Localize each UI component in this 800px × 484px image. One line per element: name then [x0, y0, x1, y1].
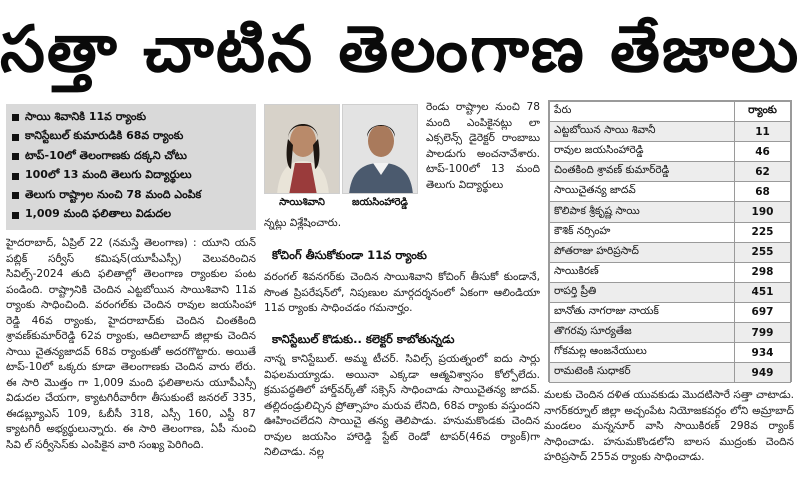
- subheading: కానిస్టేబుల్ కొడుకు.. కలెక్టర్ కాబోతున్నడు: [272, 332, 455, 346]
- photo-jayasimha-reddy: [342, 104, 418, 194]
- rank-cell: 190: [735, 202, 791, 222]
- name-cell: రామటెంకి సుధాకర్: [550, 363, 735, 383]
- table-header: ర్యాంకు: [735, 102, 791, 122]
- rank-cell: 225: [735, 222, 791, 242]
- rank-cell: 949: [735, 363, 791, 383]
- table-row: [550, 202, 791, 222]
- article-intro: హైదరాబాద్, ఏప్రిల్ 22 (నమస్తే తెలంగాణ) : యూని యన్ పబ్లిక్ సర్వీస్ కమిషన్(యూపీఎస్సీ) వెలువరించిన సివిల్స్-2024 తుది ఫలితాల్లో తెలంగాణ ర్యాంకుల పంట పండింది. రాష్ట్రానికి చెందిన ఎట్టబోయిన సాయిశివాని 11వ ర్యాంకు సాధించింది. వరంగల్‌కు చెందిన రావుల జయసింహా రెడ్డి 46వ ర్యాంకు, హైదరాబాద్‌కు చెందిన చింతకింది శ్రావణ్‌కుమార్‌రెడ్డి 62వ ర్యాంకు, ఆదిలాబాద్ జిల్లాకు చెందిన సాయి చైతన్యజాదవ్ 68వ ర్యాంకుతో అదరగొట్టారు. అయితే టాప్-10లో ఒక్కరు కూడా తెలంగాణకు చెందిన వారు లేరు. ఈ సారి మొత్తం గా 1,009 మంది ఫలితాలను యూపీఎస్సీ విడుదల చేయగా, క్యాటగిరీవారీగా తీసుకుంటే జనరల్ 335, ఈడబ్ల్యూఎస్ 109, ఓబీసీ 318, ఎస్సీ 160, ఎస్టీ 87 క్యాటగిరీ అభ్యర్థులున్నారు. ఈ సారి తెలంగాణ, ఏపీ నుంచి సివి ల్ సర్వీసెస్‌కు ఎంపికైన వారి సంఖ్య పెరిగింది.: [6, 237, 256, 451]
- name-cell: బానోతు నాగరాజు నాయక్: [550, 302, 735, 322]
- highlight-text: తెలుగు రాష్ట్రాల నుంచి 78 మంది ఎంపిక: [25, 187, 202, 201]
- highlight-item: [12, 147, 250, 167]
- article-text: వరంగల్ శివనగర్‌కు చెందిన సాయిశివాని కోచింగ్ తీసుకో కుండానే, సొంత ప్రిపరేషన్‌లో, నిపుణుల మార్గదర్శనంలో ఏకంగా ఆలిండియా 11వ ర్యాంకు సాధించడం గమనార్హం.: [264, 271, 540, 314]
- name-cell: ఎట్టబోయిన సాయి శివానీ: [550, 122, 735, 142]
- name-cell: తొగరవు సూర్యతేజ: [550, 323, 735, 343]
- table-row: [550, 323, 791, 343]
- highlight-item: [12, 167, 250, 187]
- highlight-text: 100లో 13 మంది తెలుగు విద్యార్థులు: [25, 168, 192, 182]
- table-row: [550, 302, 791, 322]
- bullet-icon: [12, 153, 19, 160]
- bullet-icon: [12, 212, 19, 219]
- rank-cell: 255: [735, 242, 791, 262]
- subheading: కోచింగ్ తీసుకోకుండా 11వ ర్యాంకు: [272, 248, 427, 262]
- name-cell: రావుల జయసింహారెడ్డి: [550, 142, 735, 162]
- highlights-box: [6, 104, 256, 230]
- table-row: [550, 363, 791, 383]
- highlight-text: కానిస్టేబుల్ కుమారుడికి 68వ ర్యాంకు: [25, 129, 184, 143]
- table-row: [550, 262, 791, 282]
- rank-cell: 451: [735, 282, 791, 302]
- bullet-icon: [12, 114, 19, 121]
- rank-table: [548, 100, 792, 382]
- photo-caption: సాయిశివాని: [279, 197, 325, 208]
- headline: సత్తా చాటిన తెలంగాణ తేజాలు: [0, 13, 800, 87]
- table-header-row: [550, 102, 791, 122]
- article-text: న్నట్లు విశ్లేషించారు.: [264, 217, 342, 229]
- name-cell: సాయికిరణ్: [550, 262, 735, 282]
- table-row: [550, 122, 791, 142]
- name-cell: పోతరాజు హరిప్రసాద్: [550, 242, 735, 262]
- highlight-text: టాప్-10లో తెలంగాణకు దక్కని చోటు: [25, 148, 187, 162]
- highlight-item: [12, 108, 250, 128]
- rank-cell: 799: [735, 323, 791, 343]
- article-text: నాన్న కానిస్టేబుల్. అమ్మ టీచర్. సివిల్స్ ప్రయత్నంలో ఐదు సార్లు విఫలమయ్యాడు. అయినా ఎక్కడా ఆత్మవిశ్వాసం కోల్పోలేదు. క్రమపద్ధతిలో హార్డ్‌వర్క్‌తో సక్సెస్ సాధించాడు సాయిచైతన్య జాదవ్. తల్లిదండ్రులిచ్చిన ప్రోత్సాహం మరువ లేనిది, 68వ ర్యాంకు వస్తుందని ఊహించలేదని సాయిచై తన్య తెలిపాడు. హనుమకొండకు చెందిన రావుల జయసిం హారెడ్డి స్టేట్ రెండో టాపర్(46వ ర్యాంక్)గా నిలిచాడు. నల్ల: [264, 353, 540, 458]
- rank-cell: 298: [735, 262, 791, 282]
- photo-sai-shivani: [264, 104, 340, 194]
- rank-cell: 934: [735, 343, 791, 363]
- highlight-item: [12, 128, 250, 148]
- table-row: [550, 222, 791, 242]
- highlight-item: [12, 206, 250, 226]
- bullet-icon: [12, 134, 19, 141]
- bullet-icon: [12, 173, 19, 180]
- rank-cell: 697: [735, 302, 791, 322]
- bullet-icon: [12, 192, 19, 199]
- article-text: మలకు చెందిన దళిత యువకుడు మొదటిసారే సత్తా చాటాడు. నాగర్‌కర్నూల్ జిల్లా అచ్చంపేట నియోజకవర్గం లోని అమ్రాబాద్ మండలం మన్ననూర్ వాసి సాయికిరణ్ 298వ ర్యాంక్ సాధించాడు. హనుమకొండలోని బాలస ముద్రంకు చెందిన హరిప్రసాద్ 255వ ర్యాంకు సాధించాడు.: [544, 389, 794, 463]
- table-row: [550, 242, 791, 262]
- highlight-text: సాయి శివానికి 11వ ర్యాంకు: [25, 109, 147, 123]
- name-cell: కౌశిక్ నర్సింహ: [550, 222, 735, 242]
- name-cell: సాయిచైతన్య జాదవ్: [550, 182, 735, 202]
- photo-caption: జయసింహారెడ్డి: [352, 197, 408, 208]
- article-text: రెండు రాష్ట్రాల నుంచి 78 మంది ఎంపికైనట్లు లా ఎక్సలెన్స్ డైరెక్టర్ రాంబాబు పాలడుగు అంచనావేశారు. టాప్-100లో 13 మంది తెలుగు విద్యార్థులు: [426, 101, 540, 191]
- rank-cell: 11: [735, 122, 791, 142]
- table-header: పేరు: [550, 102, 735, 122]
- table-row: [550, 182, 791, 202]
- table-row: [550, 162, 791, 182]
- name-cell: గోకమల్ల ఆంజనేయులు: [550, 343, 735, 363]
- highlight-text: 1,009 మంది ఫలితాలు విడుదల: [25, 207, 172, 221]
- rank-cell: 62: [735, 162, 791, 182]
- table-row: [550, 282, 791, 302]
- name-cell: రాపర్తి ప్రీతి: [550, 282, 735, 302]
- rank-cell: 46: [735, 142, 791, 162]
- table-row: [550, 142, 791, 162]
- rank-cell: 68: [735, 182, 791, 202]
- name-cell: కొలిపాక శ్రీకృష్ణ సాయి: [550, 202, 735, 222]
- name-cell: చింతకింది శ్రావణ్ కుమార్‌రెడ్డి: [550, 162, 735, 182]
- highlight-item: [12, 186, 250, 206]
- table-row: [550, 343, 791, 363]
